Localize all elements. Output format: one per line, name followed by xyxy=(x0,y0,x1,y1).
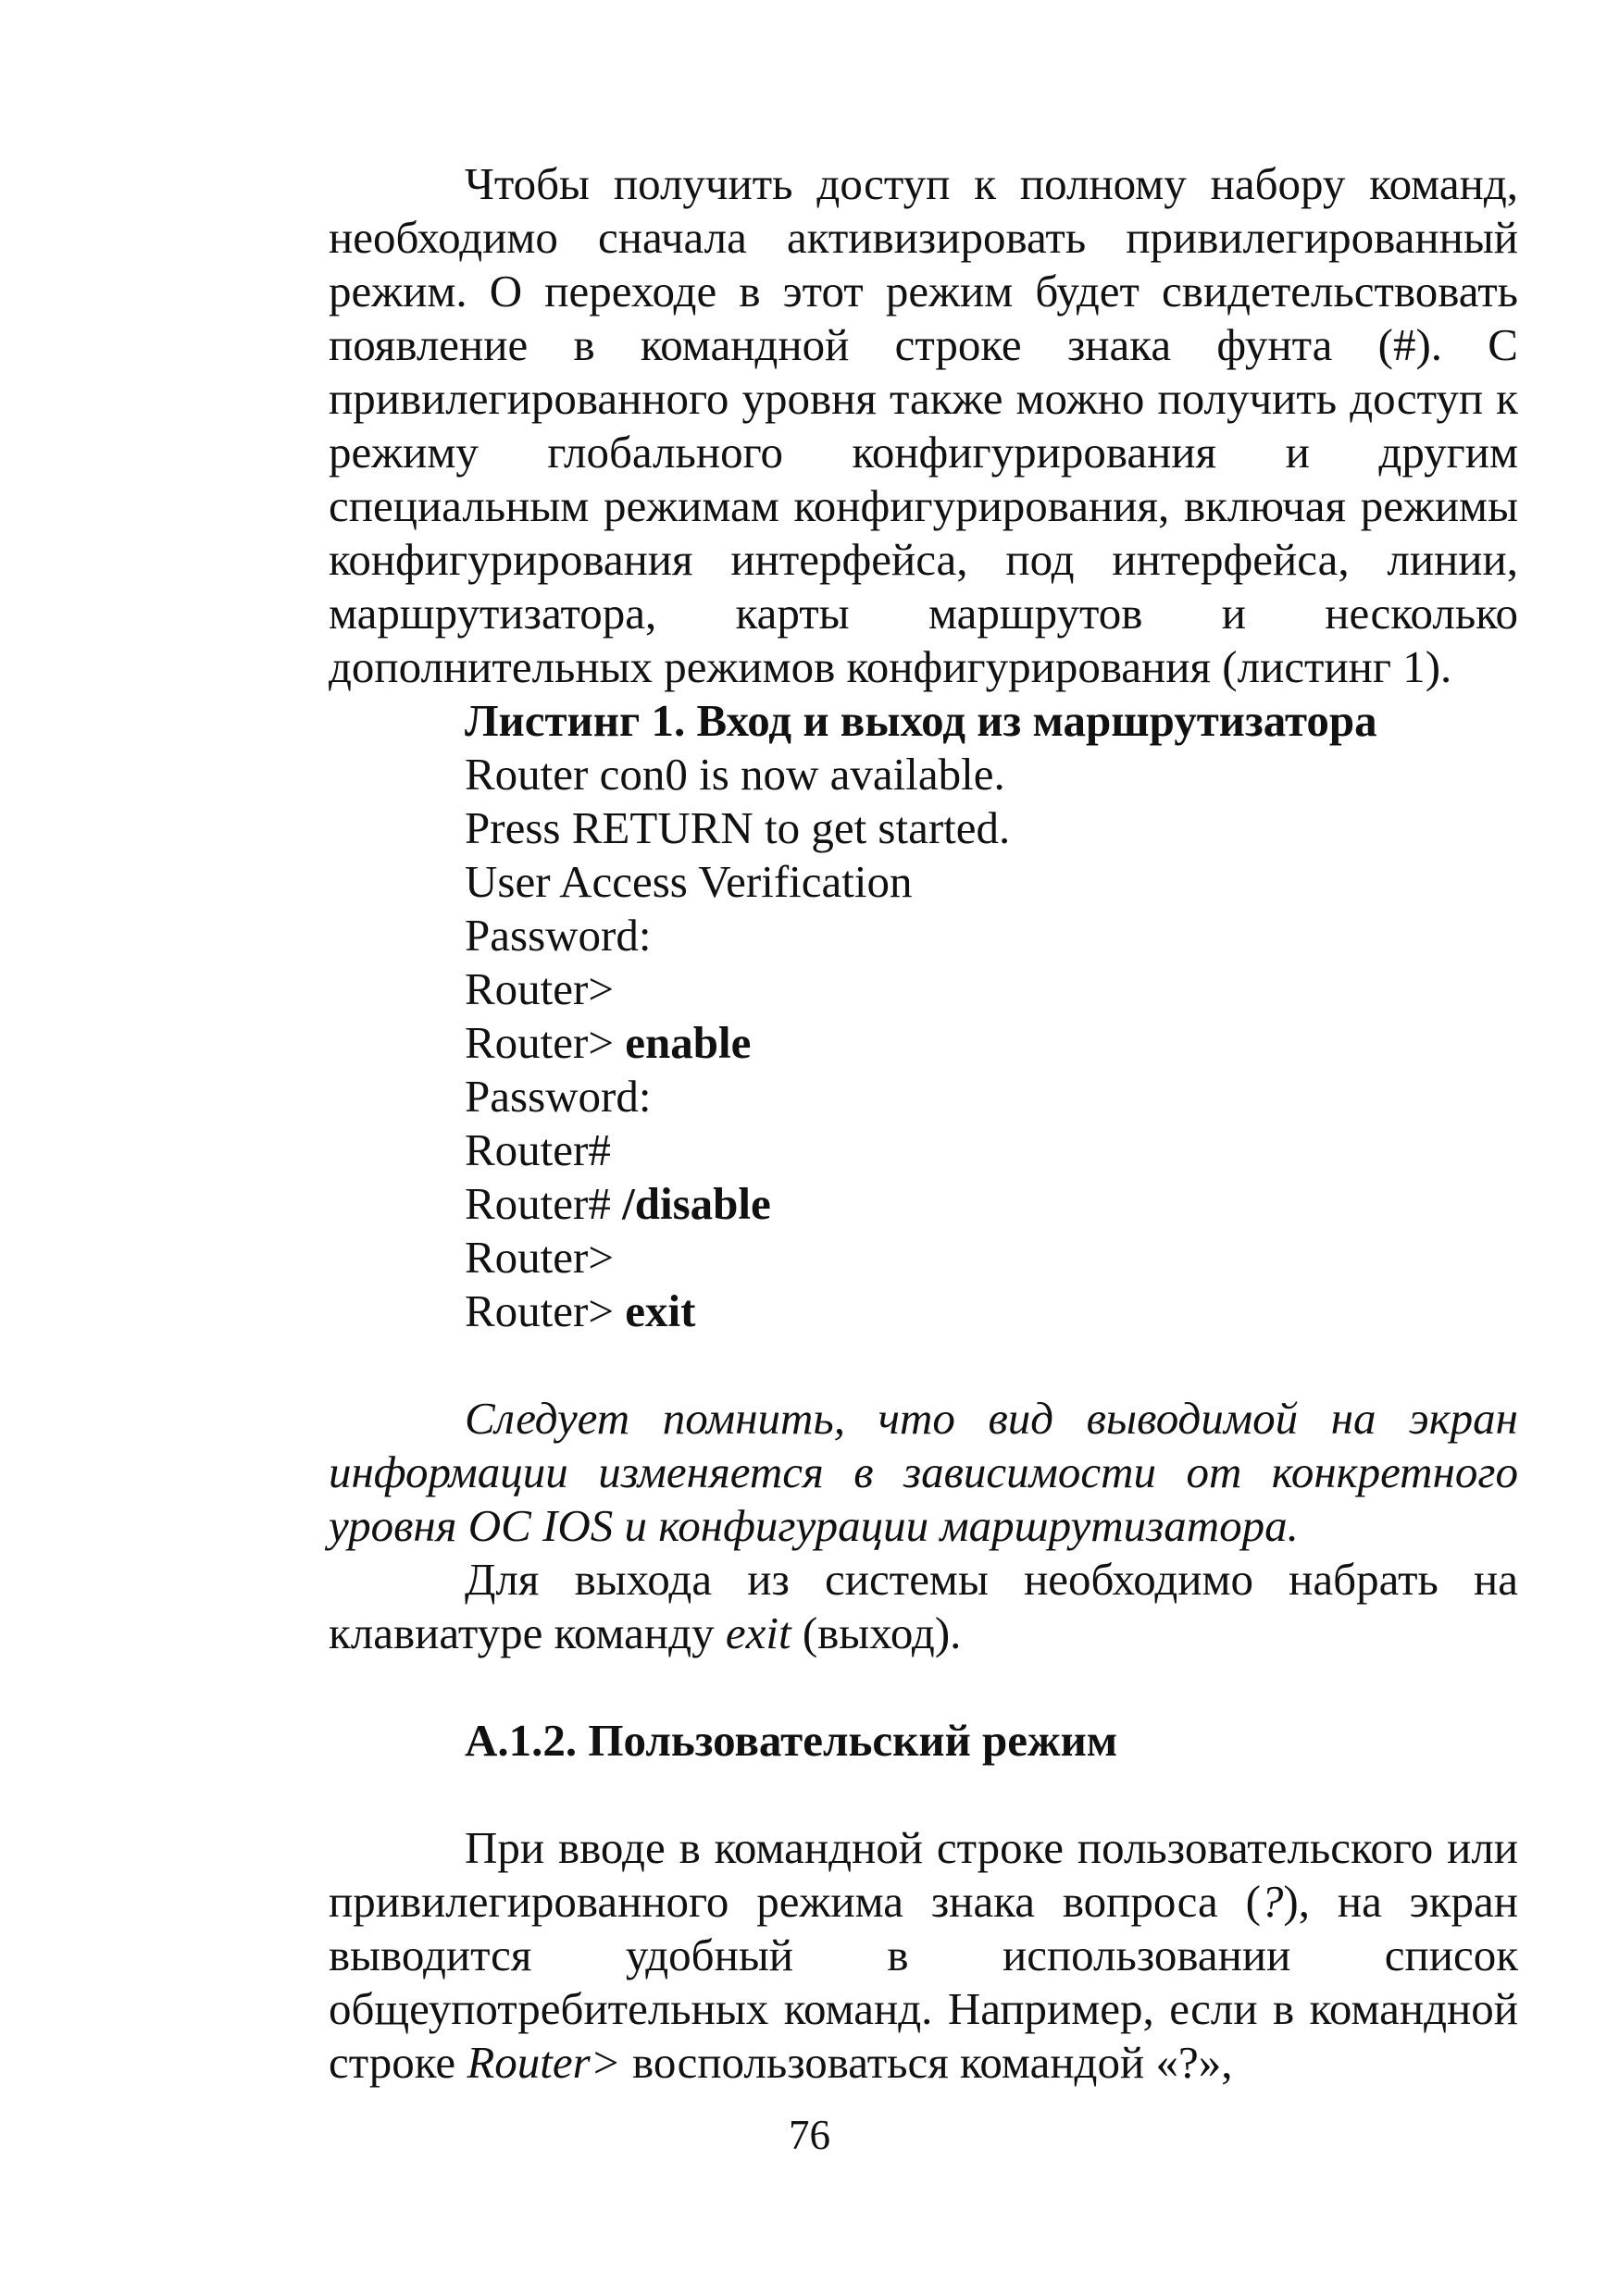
listing-title: Листинг 1. Вход и выход из маршрутизатора xyxy=(465,695,1377,746)
spacer xyxy=(329,1338,1518,1392)
listing-line: Router> xyxy=(465,1232,614,1283)
listing-line: Press RETURN to get started. xyxy=(465,802,1011,853)
listing-block xyxy=(329,694,1518,1338)
listing-line: Password: xyxy=(465,910,652,961)
listing-line: Router con0 is now available. xyxy=(465,749,1005,800)
section-title: А.1.2. Пользовательский режим xyxy=(465,1715,1118,1766)
exit-command: exit xyxy=(725,1607,791,1658)
listing-line: User Access Verification xyxy=(465,856,913,907)
command-disable: /disable xyxy=(622,1178,771,1229)
listing-line: Router> enable xyxy=(465,1017,752,1068)
listing-line: Router# xyxy=(465,1124,611,1175)
listing-line: Password: xyxy=(465,1071,652,1122)
spacer xyxy=(329,1768,1518,1821)
spacer xyxy=(329,1660,1518,1714)
intro-paragraph: Чтобы получить доступ к полному набору команд, необходимо сначала активизировать привилегированный режим. О переходе в этот режим будет свидетельствовать появление в командной строке знака фунта (#). С привилегированного уровня также можно получить доступ к режиму глобального конфигурирования и другим специальным режимам конфигурирования, включая режимы конфигурирования интерфейса, под интерфейса, линии, маршрутизатора, карты маршрутов и несколько дополнительных режимов конфигурирования (листинг 1). xyxy=(329,158,1518,692)
command-exit: exit xyxy=(625,1285,696,1336)
command-enable: enable xyxy=(625,1017,752,1068)
page-number: 76 xyxy=(789,2112,830,2158)
help-paragraph: При вводе в командной строке пользовательского или привилегированного режима знака вопроса (?), на экран выводится удобный в использовании список общеупотребительных команд. Например, если в командной строке Router> воспользоваться командой «?», xyxy=(329,1822,1518,2088)
listing-line: Router# /disable xyxy=(465,1178,771,1229)
listing-line: Router> xyxy=(465,963,614,1014)
listing-line: Router> exit xyxy=(465,1285,696,1336)
document-page xyxy=(329,157,1518,2090)
note-paragraph: Следует помнить, что вид выводимой на экран информации изменяется в зависимости от конкретного уровня ОС IOS и конфигурации маршрутизатора. xyxy=(329,1393,1518,1551)
router-prompt: Router> xyxy=(467,2037,621,2088)
exit-paragraph: Для выхода из системы необходимо набрать на клавиатуре команду exit (выход). xyxy=(329,1554,1518,1658)
